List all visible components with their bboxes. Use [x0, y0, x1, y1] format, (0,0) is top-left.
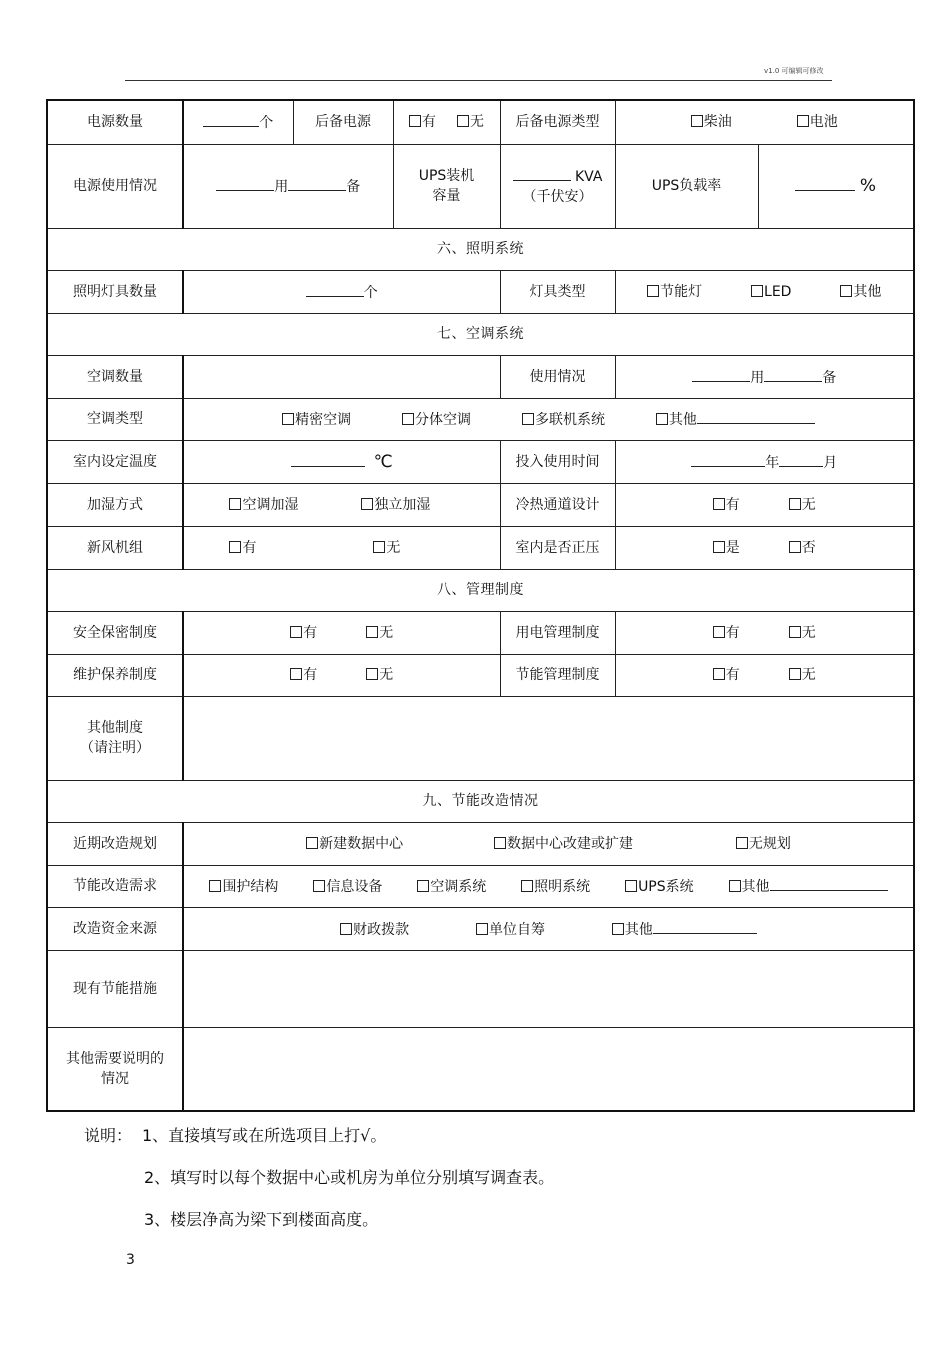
- checkbox-icon: [789, 626, 801, 638]
- retrofit-plan-label: 近期改造规划: [47, 822, 183, 865]
- checkbox-icon: [521, 880, 533, 892]
- row-retrofit-fund: [47, 907, 914, 950]
- other-policy-cell[interactable]: [183, 696, 914, 780]
- row-power-usage: [47, 144, 914, 228]
- checkbox-icon: [340, 923, 352, 935]
- section-title-retrofit: 九、节能改造情况: [47, 780, 914, 822]
- checkbox-icon: [366, 626, 378, 638]
- checkbox-icon: [789, 541, 801, 553]
- checkbox-icon: [229, 498, 241, 510]
- maintenance-no-option[interactable]: 无: [366, 665, 393, 685]
- security-policy-options: [183, 611, 500, 654]
- checkbox-icon: [373, 541, 385, 553]
- note-3: 3、楼层净高为梁下到楼面高度。: [144, 1210, 379, 1229]
- checkbox-icon: [713, 668, 725, 680]
- ac-split-option[interactable]: 分体空调: [402, 410, 471, 430]
- checkbox-icon: [457, 115, 469, 127]
- row-retrofit-plan: [47, 822, 914, 865]
- checkbox-icon: [209, 880, 221, 892]
- header-rule: [125, 80, 832, 81]
- retrofit-need-label: 节能改造需求: [47, 865, 183, 907]
- row-section-retrofit: [47, 780, 914, 822]
- row-mgmt-security: [47, 611, 914, 654]
- checkbox-icon: [789, 498, 801, 510]
- indoor-temp-label: 室内设定温度: [47, 440, 183, 483]
- power-usage-cell[interactable]: 用 备: [183, 144, 393, 228]
- start-time-cell[interactable]: 年 月: [615, 440, 914, 483]
- plan-none-option[interactable]: 无规划: [736, 834, 791, 854]
- checkbox-icon: [409, 115, 421, 127]
- fresh-air-no-option[interactable]: 无: [373, 538, 400, 558]
- aisle-design-options: [615, 483, 914, 526]
- note-1: 1、直接填写或在所选项目上打√。: [142, 1126, 387, 1145]
- backup-yes-option[interactable]: 有: [409, 112, 436, 132]
- section-title-ac: 七、空调系统: [47, 313, 914, 355]
- power-usage-label: 电源使用情况: [47, 144, 183, 228]
- aisle-design-label: 冷热通道设计: [500, 483, 615, 526]
- row-power-count: [47, 100, 914, 144]
- section-title-mgmt: 八、管理制度: [47, 569, 914, 611]
- need-ups-option[interactable]: UPS系统: [625, 877, 694, 897]
- fund-other-option[interactable]: 其他: [612, 918, 757, 940]
- ups-capacity-label: UPS装机 容量: [393, 144, 500, 228]
- security-policy-label: 安全保密制度: [47, 611, 183, 654]
- row-mgmt-other: [47, 696, 914, 780]
- need-envelope-option[interactable]: 围护结构: [209, 877, 278, 897]
- ac-type-options: [183, 398, 914, 440]
- power-policy-no-option[interactable]: 无: [789, 623, 816, 643]
- fund-self-option[interactable]: 单位自筹: [476, 920, 545, 940]
- humidify-ac-option[interactable]: 空调加湿: [229, 495, 298, 515]
- checkbox-icon: [313, 880, 325, 892]
- checkbox-icon: [494, 837, 506, 849]
- checkbox-icon: [417, 880, 429, 892]
- checkbox-icon: [691, 115, 703, 127]
- row-ac-count: [47, 355, 914, 398]
- checkbox-icon: [713, 541, 725, 553]
- lamp-energy-saving-option[interactable]: 节能灯: [647, 282, 702, 302]
- lamp-led-option[interactable]: LED: [751, 282, 791, 302]
- checkbox-icon: [713, 498, 725, 510]
- need-it-equipment-option[interactable]: 信息设备: [313, 877, 382, 897]
- pressure-yes-option[interactable]: 是: [713, 538, 740, 558]
- survey-form-table: [46, 99, 915, 1112]
- row-mgmt-maint: [47, 654, 914, 696]
- backup-type-label: 后备电源类型: [500, 100, 615, 144]
- security-yes-option[interactable]: 有: [290, 623, 317, 643]
- backup-type-options: [615, 100, 914, 144]
- energy-policy-options: [615, 654, 914, 696]
- lamp-type-label: 灯具类型: [500, 270, 615, 313]
- row-retrofit-other: [47, 1027, 914, 1111]
- checkbox-icon: [656, 413, 668, 425]
- row-section-lighting: [47, 228, 914, 270]
- power-policy-options: [615, 611, 914, 654]
- maintenance-policy-options: [183, 654, 500, 696]
- pressure-no-option[interactable]: 否: [789, 538, 816, 558]
- row-ac-humid: [47, 483, 914, 526]
- checkbox-icon: [402, 413, 414, 425]
- checkbox-icon: [361, 498, 373, 510]
- positive-pressure-options: [615, 526, 914, 569]
- row-lighting: [47, 270, 914, 313]
- checkbox-icon: [282, 413, 294, 425]
- positive-pressure-label: 室内是否正压: [500, 526, 615, 569]
- ac-count-cell[interactable]: [183, 355, 500, 398]
- checkbox-icon: [797, 115, 809, 127]
- checkbox-icon: [290, 668, 302, 680]
- checkbox-icon: [522, 413, 534, 425]
- lamp-type-options: [615, 270, 914, 313]
- checkbox-icon: [229, 541, 241, 553]
- backup-no-option[interactable]: 无: [457, 112, 484, 132]
- plan-new-dc-option[interactable]: 新建数据中心: [306, 834, 403, 854]
- indoor-temp-cell[interactable]: ℃: [183, 440, 500, 483]
- lamp-other-option[interactable]: 其他: [840, 282, 881, 302]
- maintenance-yes-option[interactable]: 有: [290, 665, 317, 685]
- existing-measures-cell[interactable]: [183, 950, 914, 1027]
- checkbox-icon: [736, 837, 748, 849]
- checkbox-icon: [789, 668, 801, 680]
- power-policy-yes-option[interactable]: 有: [713, 623, 740, 643]
- fresh-air-yes-option[interactable]: 有: [229, 538, 256, 558]
- checkbox-icon: [840, 285, 852, 297]
- ups-load-label: UPS负载率: [615, 144, 758, 228]
- lighting-count-cell[interactable]: 个: [183, 270, 500, 313]
- existing-measures-label: 现有节能措施: [47, 950, 183, 1027]
- notes-prefix: 说明：: [84, 1126, 133, 1145]
- ac-vrf-option[interactable]: 多联机系统: [522, 410, 605, 430]
- other-notes-label: 其他需要说明的 情况: [47, 1027, 183, 1111]
- checkbox-icon: [612, 923, 624, 935]
- fund-fiscal-option[interactable]: 财政拨款: [340, 920, 409, 940]
- checkbox-icon: [306, 837, 318, 849]
- backup-battery-option[interactable]: 电池: [797, 112, 838, 132]
- row-ac-temp: [47, 440, 914, 483]
- maintenance-policy-label: 维护保养制度: [47, 654, 183, 696]
- aisle-yes-option[interactable]: 有: [713, 495, 740, 515]
- checkbox-icon: [625, 880, 637, 892]
- humidify-standalone-option[interactable]: 独立加湿: [361, 495, 430, 515]
- humidify-options: [183, 483, 500, 526]
- row-retrofit-measures: [47, 950, 914, 1027]
- fresh-air-options: [183, 526, 500, 569]
- checkbox-icon: [366, 668, 378, 680]
- backup-diesel-option[interactable]: 柴油: [691, 112, 732, 132]
- checkbox-icon: [751, 285, 763, 297]
- plan-expand-dc-option[interactable]: 数据中心改建或扩建: [494, 834, 633, 854]
- note-2: 2、填写时以每个数据中心或机房为单位分别填写调查表。: [144, 1168, 555, 1187]
- row-section-ac: [47, 313, 914, 355]
- checkbox-icon: [290, 626, 302, 638]
- checkbox-icon: [729, 880, 741, 892]
- power-policy-label: 用电管理制度: [500, 611, 615, 654]
- checkbox-icon: [476, 923, 488, 935]
- energy-policy-no-option[interactable]: 无: [789, 665, 816, 685]
- ac-usage-label: 使用情况: [500, 355, 615, 398]
- retrofit-fund-label: 改造资金来源: [47, 907, 183, 950]
- energy-policy-yes-option[interactable]: 有: [713, 665, 740, 685]
- ac-count-label: 空调数量: [47, 355, 183, 398]
- need-lighting-option[interactable]: 照明系统: [521, 877, 590, 897]
- section-title-lighting: 六、照明系统: [47, 228, 914, 270]
- retrofit-need-options: [183, 865, 914, 907]
- row-ac-fresh: [47, 526, 914, 569]
- checkbox-icon: [713, 626, 725, 638]
- energy-policy-label: 节能管理制度: [500, 654, 615, 696]
- backup-power-options: [393, 100, 500, 144]
- fresh-air-label: 新风机组: [47, 526, 183, 569]
- start-time-label: 投入使用时间: [500, 440, 615, 483]
- lighting-count-label: 照明灯具数量: [47, 270, 183, 313]
- power-count-label: 电源数量: [47, 100, 183, 144]
- other-policy-label: 其他制度 （请注明）: [47, 696, 183, 780]
- power-count-cell[interactable]: 个: [183, 100, 293, 144]
- security-no-option[interactable]: 无: [366, 623, 393, 643]
- other-notes-cell[interactable]: [183, 1027, 914, 1111]
- row-retrofit-need: [47, 865, 914, 907]
- row-ac-type: [47, 398, 914, 440]
- backup-power-label: 后备电源: [293, 100, 393, 144]
- retrofit-fund-options: [183, 907, 914, 950]
- row-section-mgmt: [47, 569, 914, 611]
- need-other-option[interactable]: 其他: [729, 875, 888, 897]
- ac-usage-cell[interactable]: 用 备: [615, 355, 914, 398]
- ups-load-cell[interactable]: %: [758, 144, 914, 228]
- ups-capacity-cell[interactable]: KVA （千伏安）: [500, 144, 615, 228]
- humidify-label: 加湿方式: [47, 483, 183, 526]
- ac-type-label: 空调类型: [47, 398, 183, 440]
- aisle-no-option[interactable]: 无: [789, 495, 816, 515]
- ac-precision-option[interactable]: 精密空调: [282, 410, 351, 430]
- retrofit-plan-options: [183, 822, 914, 865]
- checkbox-icon: [647, 285, 659, 297]
- need-ac-option[interactable]: 空调系统: [417, 877, 486, 897]
- version-label: v1.0 可编辑可修改: [764, 67, 824, 75]
- ac-other-option[interactable]: 其他: [656, 408, 815, 430]
- page-number: 3: [126, 1252, 135, 1268]
